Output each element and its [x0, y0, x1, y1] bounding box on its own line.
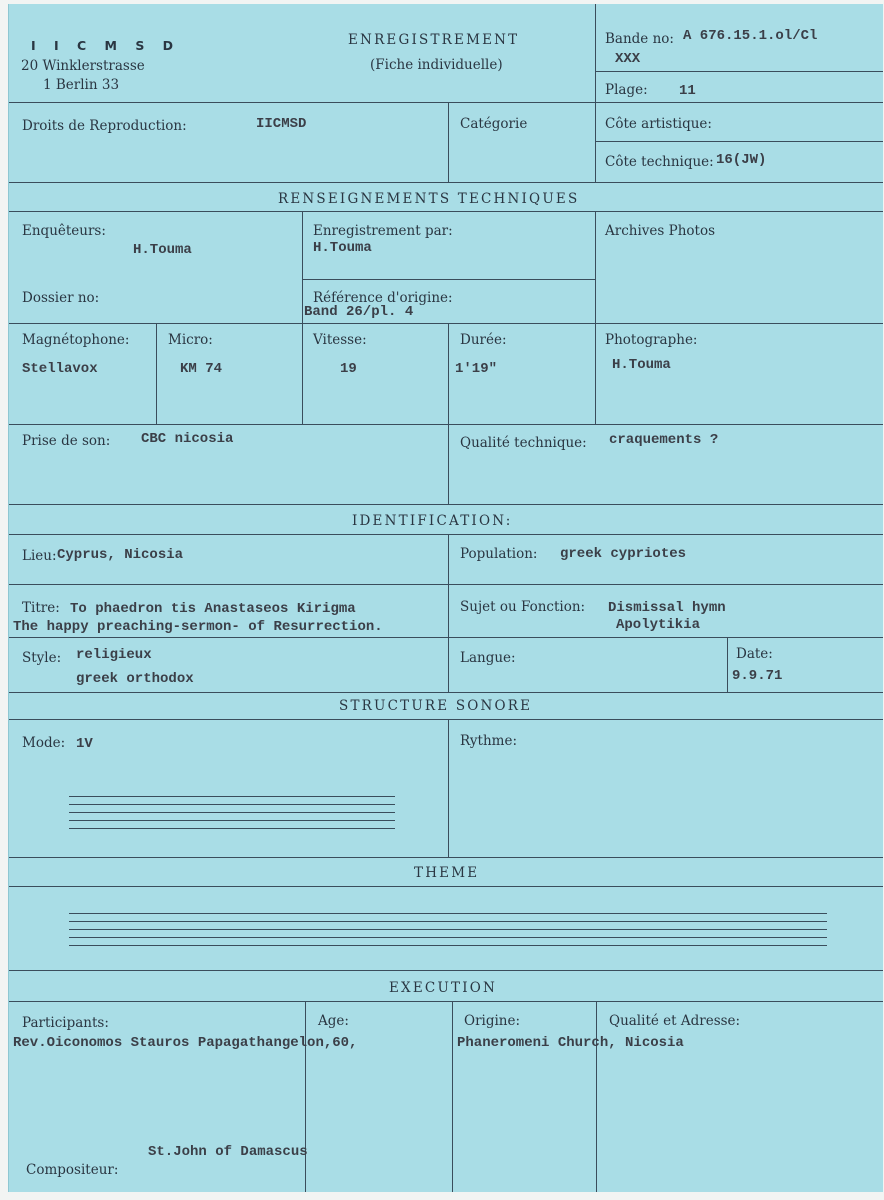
rule: [302, 279, 595, 280]
mode-staff-line: [69, 804, 395, 805]
rule: [9, 211, 883, 212]
cote-technique-label: Côte technique:: [605, 154, 714, 170]
rule: [727, 637, 728, 692]
dossier-label: Dossier no:: [22, 290, 100, 306]
mode-staff-line: [69, 820, 395, 821]
prise-de-son-label: Prise de son:: [22, 433, 111, 449]
duree-label: Durée:: [460, 332, 507, 348]
org-address-city: 1 Berlin 33: [43, 77, 120, 93]
rule: [595, 71, 883, 72]
rule: [595, 141, 883, 142]
population-label: Population:: [460, 546, 538, 562]
rule: [9, 857, 883, 858]
rule: [9, 323, 883, 324]
theme-staff-line: [69, 921, 827, 922]
bande-label: Bande no:: [605, 31, 674, 47]
origine-label: Origine:: [464, 1013, 521, 1029]
photographe-label: Photographe:: [605, 332, 698, 348]
categorie-label: Catégorie: [460, 116, 528, 132]
enqueteurs-value: H.Touma: [133, 242, 192, 258]
rule: [596, 1001, 597, 1192]
org-address-street: 20 Winklerstrasse: [21, 58, 145, 74]
form-title: ENREGISTREMENT: [348, 32, 520, 48]
compositeur-label: Compositeur:: [26, 1162, 119, 1178]
micro-label: Micro:: [168, 332, 213, 348]
vitesse-value: 19: [340, 361, 357, 377]
section-heading-execution: EXECUTION: [389, 980, 498, 996]
duree-value: 1'19": [455, 361, 498, 377]
micro-value: KM 74: [180, 361, 223, 377]
qualite-adresse-label: Qualité et Adresse:: [609, 1013, 741, 1029]
participants-label: Participants:: [22, 1015, 109, 1031]
enqueteurs-label: Enquêteurs:: [22, 223, 106, 239]
rule: [9, 637, 883, 638]
date-value: 9.9.71: [732, 668, 783, 684]
compositeur-value: St.John of Damascus: [148, 1144, 308, 1160]
rule: [9, 182, 883, 183]
rule: [595, 4, 596, 182]
langue-label: Langue:: [460, 650, 516, 666]
reference-origine-label: Référence d'origine:: [313, 290, 453, 306]
participants-value: Rev.Oiconomos Stauros Papagathangelon,60,: [13, 1035, 358, 1051]
section-heading-identification: IDENTIFICATION:: [352, 513, 513, 529]
rule: [9, 424, 883, 425]
form-subtitle: (Fiche individuelle): [370, 57, 503, 73]
origine-value: Phaneromeni Church, Nicosia: [457, 1035, 684, 1051]
theme-staff-line: [69, 945, 827, 946]
prise-de-son-value: CBC nicosia: [141, 431, 234, 447]
sujet-fonction-label: Sujet ou Fonction:: [460, 599, 586, 615]
mode-staff-line: [69, 828, 395, 829]
section-heading-structure-sonore: STRUCTURE SONORE: [339, 698, 533, 714]
rule: [452, 1001, 453, 1192]
vitesse-label: Vitesse:: [313, 332, 367, 348]
lieu-value: Cyprus, Nicosia: [57, 547, 184, 563]
magnetophone-value: Stellavox: [22, 361, 98, 377]
rule: [9, 504, 883, 505]
theme-staff-line: [69, 937, 827, 938]
rule: [9, 692, 883, 693]
rule: [9, 584, 883, 585]
mode-label: Mode:: [22, 735, 66, 751]
droits-label: Droits de Reproduction:: [22, 118, 187, 134]
rule: [595, 211, 596, 424]
photographe-value: H.Touma: [612, 357, 671, 373]
style-value-line1: religieux: [76, 647, 152, 663]
rule: [9, 1001, 883, 1002]
rule: [9, 534, 883, 535]
sujet-fonction-value-line2: Apolytikia: [616, 617, 701, 633]
mode-value: 1V: [76, 736, 93, 752]
rule: [9, 719, 883, 720]
enregistrement-par-label: Enregistrement par:: [313, 223, 453, 239]
plage-label: Plage:: [605, 82, 648, 98]
titre-label: Titre:: [22, 600, 60, 616]
rule: [448, 323, 449, 424]
titre-value-line1: To phaedron tis Anastaseos Kirigma: [70, 601, 356, 617]
droits-value: IICMSD: [256, 116, 307, 132]
rule: [9, 886, 883, 887]
plage-value: 11: [679, 83, 696, 99]
titre-value-line2: The happy preaching-sermon- of Resurrection.: [13, 619, 383, 635]
age-label: Age:: [318, 1013, 349, 1029]
rule: [448, 424, 449, 504]
theme-staff-line: [69, 913, 827, 914]
qualite-technique-label: Qualité technique:: [460, 435, 587, 451]
enregistrement-par-value: H.Touma: [313, 240, 372, 256]
rule: [9, 970, 883, 971]
rule: [448, 102, 449, 182]
qualite-technique-value: craquements ?: [609, 432, 719, 448]
reference-origine-value: Band 26/pl. 4: [304, 304, 414, 320]
mode-staff-line: [69, 796, 395, 797]
cote-artistique-label: Côte artistique:: [605, 116, 712, 132]
section-heading-theme: THEME: [414, 865, 480, 881]
bande-value: A 676.15.1.ol/Cl: [683, 28, 818, 44]
record-card: [8, 4, 883, 1192]
rule: [448, 719, 449, 857]
org-name: I I C M S D: [31, 38, 181, 53]
magnetophone-label: Magnétophone:: [22, 332, 130, 348]
sujet-fonction-value-line1: Dismissal hymn: [608, 600, 726, 616]
rule: [9, 102, 883, 103]
theme-staff-line: [69, 929, 827, 930]
rule: [305, 1001, 306, 1192]
rule: [156, 323, 157, 424]
style-value-line2: greek orthodox: [76, 671, 194, 687]
archives-photos-label: Archives Photos: [605, 223, 715, 239]
mode-staff-line: [69, 812, 395, 813]
lieu-label: Lieu:: [22, 548, 57, 564]
section-heading-technical: RENSEIGNEMENTS TECHNIQUES: [278, 191, 580, 207]
bande-value-overstrike: XXX: [615, 51, 641, 67]
rythme-label: Rythme:: [460, 733, 518, 749]
cote-technique-value: 16(JW): [716, 152, 767, 168]
date-label: Date:: [736, 646, 773, 662]
population-value: greek cypriotes: [560, 546, 687, 562]
style-label: Style:: [22, 650, 62, 666]
rule: [448, 534, 449, 692]
